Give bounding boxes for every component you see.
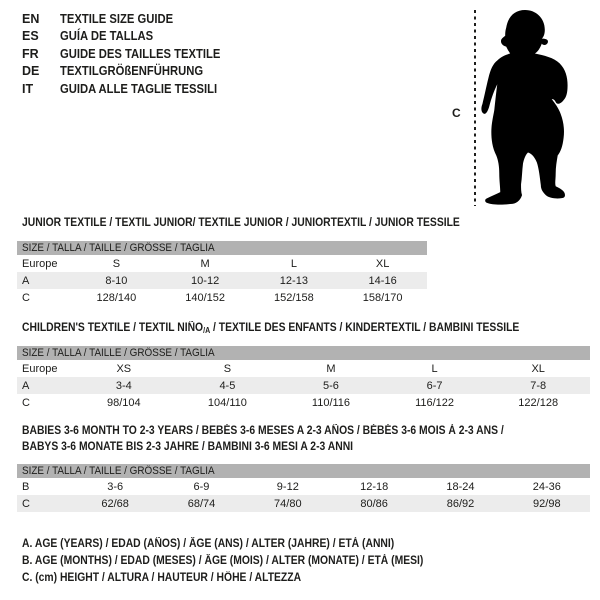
size-cell: 3-4 (115, 379, 132, 392)
language-title: GUÍA DE TALLAS (60, 29, 154, 44)
size-cell: 5-6 (323, 379, 339, 392)
babies-table-title: BABIES 3-6 MONTH TO 2-3 YEARS / BEBÉS 3-6 MESES A 2-3 AÑOS / BÉBÉS 3-6 MOIS À 2-3 ANS / BABYS 3-6 MONATE BIS 2-3 JAHRE / BAMBINI 3-6 MESI A 2-3 ANNI (22, 425, 504, 453)
subscript-a: /A (203, 326, 211, 335)
row-label-cell: C (22, 396, 30, 409)
language-title: TEXTILE SIZE GUIDE (60, 12, 174, 26)
size-cell: 6-7 (426, 379, 443, 392)
size-cell: 92/98 (533, 497, 561, 510)
table-row (17, 360, 590, 377)
size-cell: 86/92 (446, 497, 475, 510)
language-title: GUIDE DES TAILLES TEXTILE (60, 46, 221, 61)
size-cell: 10-12 (191, 274, 220, 287)
size-cell: 12-18 (360, 480, 389, 493)
junior-size-grid (17, 255, 427, 306)
footnote-age-months: B. AGE (MONTHS) / EDAD (MESES) / ÂGE (MOIS) / ALTER (MONATE) / ETÀ (MESI) (22, 555, 424, 568)
size-cell: 7-8 (530, 379, 547, 392)
size-cell: 9-12 (276, 480, 299, 493)
language-title-list (22, 11, 238, 98)
size-cell: 14-16 (368, 274, 397, 287)
language-row (22, 81, 238, 98)
size-cell: 24-36 (532, 480, 561, 493)
junior-size-table (17, 241, 427, 306)
children-size-table (17, 346, 590, 411)
size-cell: M (326, 362, 336, 375)
size-cell: 4-5 (219, 379, 236, 392)
size-cell: 62/68 (101, 497, 129, 510)
language-code: ES (22, 29, 39, 44)
table-row (17, 255, 427, 272)
size-cell: 140/152 (185, 291, 225, 304)
row-label-cell: Europe (22, 362, 58, 375)
language-code: DE (22, 64, 40, 79)
size-cell: 12-13 (279, 274, 308, 287)
size-cell: XL (375, 257, 390, 270)
table-row (17, 394, 590, 411)
size-cell: 122/128 (518, 396, 559, 409)
babies-size-grid (17, 478, 590, 512)
size-cell: M (200, 257, 210, 270)
size-header-bar: SIZE / TALLA / TAILLE / GRÖSSE / TAGLIA (17, 464, 590, 478)
size-cell: S (223, 362, 232, 375)
footnotes (22, 536, 468, 588)
language-code: FR (22, 46, 39, 61)
language-row (22, 46, 238, 63)
row-label-cell: A (22, 379, 30, 392)
table-row (17, 377, 590, 394)
size-cell: 98/104 (106, 396, 141, 409)
row-label-cell: A (22, 274, 30, 287)
height-measure-label: C (452, 106, 461, 120)
language-row (22, 11, 238, 28)
language-code: EN (22, 12, 40, 26)
row-label-cell: C (22, 291, 30, 304)
size-cell: 80/86 (360, 497, 388, 510)
language-row (22, 28, 238, 45)
size-cell: XS (116, 362, 132, 375)
size-cell: 74/80 (274, 497, 302, 510)
language-title: TEXTILGRÖßENFÜHRUNG (60, 64, 204, 79)
size-cell: 104/110 (207, 396, 247, 409)
junior-table-title: JUNIOR TEXTILE / TEXTIL JUNIOR/ TEXTILE JUNIOR / JUNIORTEXTIL / JUNIOR TESSILE (22, 217, 460, 229)
footnote-height-cm: C. (cm) HEIGHT / ALTURA / HAUTEUR / HÖHE / ALTEZZA (22, 572, 302, 585)
size-header-bar: SIZE / TALLA / TAILLE / GRÖSSE / TAGLIA (17, 241, 427, 255)
size-cell: 116/122 (415, 396, 455, 409)
footnote-age-years: A. AGE (YEARS) / EDAD (AÑOS) / ÂGE (ANS) / ALTER (JAHRE) / ETÀ (ANNI) (22, 538, 395, 550)
size-cell: 68/74 (187, 497, 216, 510)
size-cell: 8-10 (105, 274, 128, 287)
row-label-cell: Europe (22, 257, 58, 270)
size-cell: 6-9 (193, 480, 210, 493)
size-cell: S (112, 257, 121, 270)
language-code: IT (22, 81, 34, 96)
size-cell: 18-24 (446, 480, 475, 493)
size-cell: L (431, 362, 438, 375)
size-cell: XL (531, 362, 545, 375)
children-size-grid (17, 360, 590, 411)
size-cell: 158/170 (362, 291, 403, 304)
height-dashed-line (474, 10, 476, 206)
size-cell: 128/140 (96, 291, 137, 304)
children-table-title: CHILDREN'S TEXTILE / TEXTIL $NIÑO_{/A}$ / TEXTILE DES ENFANTS / KINDERTEXTIL / BAMBINI TESSILE (22, 322, 520, 335)
table-row (17, 478, 590, 495)
size-cell: 110/116 (311, 396, 351, 409)
table-row (17, 289, 427, 306)
language-row (22, 63, 238, 80)
table-row (17, 495, 590, 512)
toddler-silhouette-icon (480, 7, 570, 207)
size-cell: 152/158 (273, 291, 314, 304)
table-row (17, 272, 427, 289)
row-label-cell: C (22, 497, 30, 510)
row-label-cell: B (22, 480, 30, 493)
babies-size-table (17, 464, 590, 512)
size-header-bar: SIZE / TALLA / TAILLE / GRÖSSE / TAGLIA (17, 346, 590, 360)
size-cell: 3-6 (107, 480, 124, 493)
size-cell: L (290, 257, 297, 270)
language-title: GUIDA ALLE TAGLIE TESSILI (60, 81, 218, 96)
